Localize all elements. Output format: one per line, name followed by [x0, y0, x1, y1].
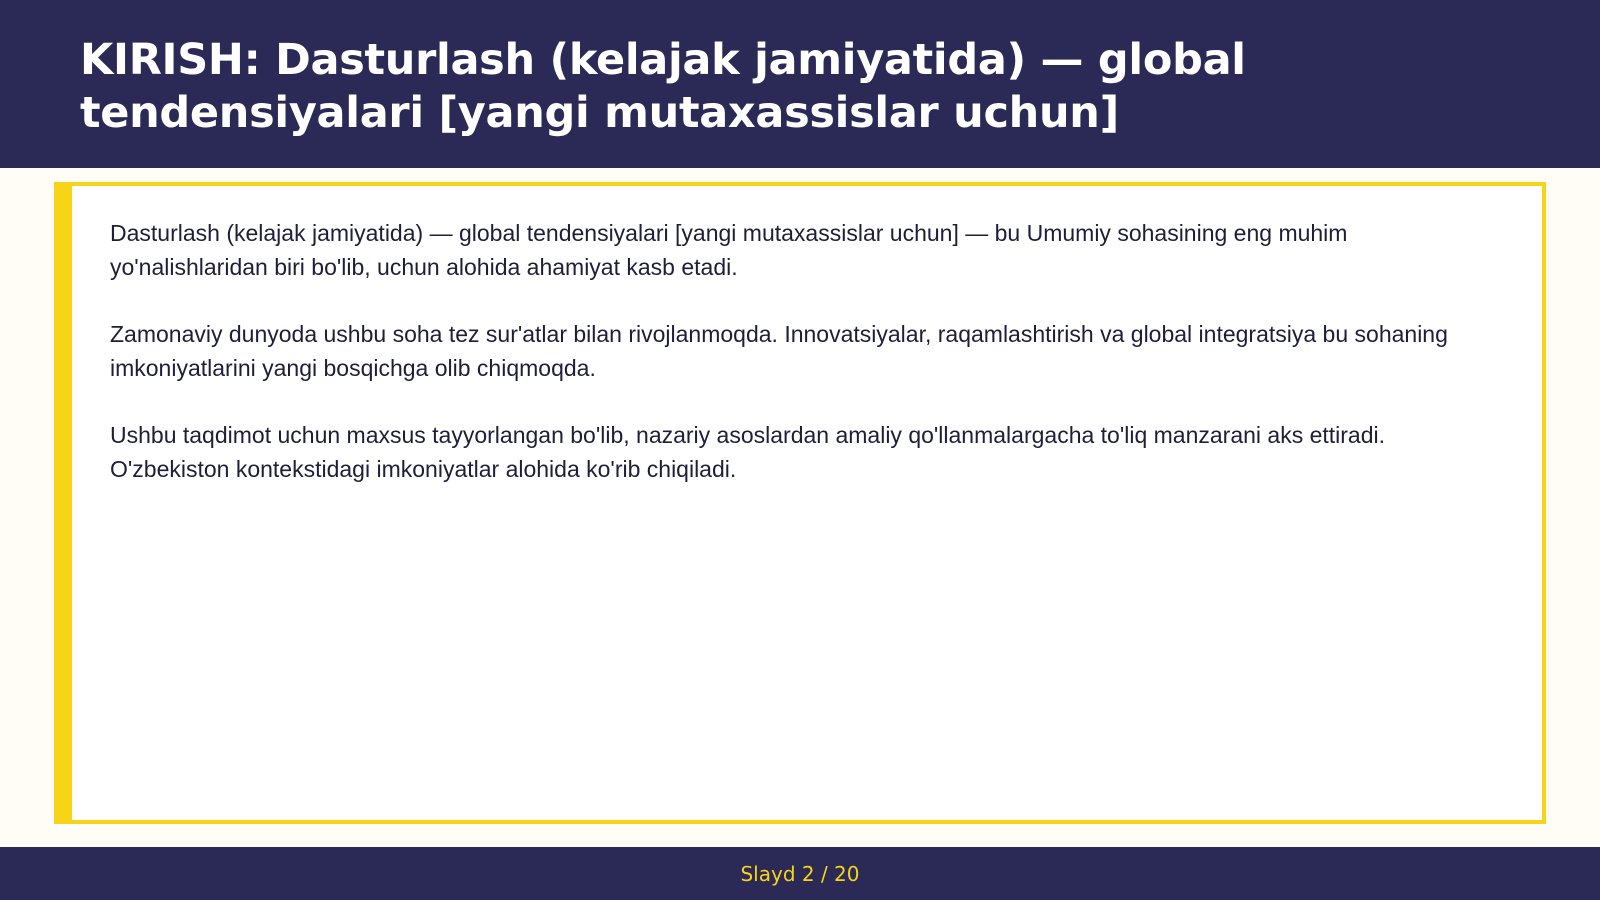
content-box [54, 182, 1546, 824]
paragraph-intro: Dasturlash (kelajak jamiyatida) — global tendensiyalari [yangi mutaxassislar uchun] — bu Umumiy sohasining eng muhim yo'nalishlaridan biri bo'lib, uchun alohida ahamiyat kasb etadi. [110, 220, 1348, 280]
slide-footer [0, 847, 1600, 900]
paragraph-modern-world: Zamonaviy dunyoda ushbu soha tez sur'atlar bilan rivojlanmoqda. Innovatsiyalar, raqamlashtirish va global integratsiya bu sohaning imkoniyatlarini yangi bosqichga olib chiqmoqda. [110, 321, 1448, 381]
slide-header [0, 0, 1600, 168]
slide-counter: Slayd 2 / 20 [740, 861, 860, 886]
slide-title: KIRISH: Dasturlash (kelajak jamiyatida) — global tendensiyalari [yangi mutaxassislar uchun] [80, 35, 1246, 138]
paragraph-presentation: Ushbu taqdimot uchun maxsus tayyorlangan bo'lib, nazariy asoslardan amaliy qo'llanmalargacha to'liq manzarani aks ettiradi. O'zbekiston kontekstidagi imkoniyatlar alohida ko'rib chiqiladi. [110, 422, 1386, 482]
